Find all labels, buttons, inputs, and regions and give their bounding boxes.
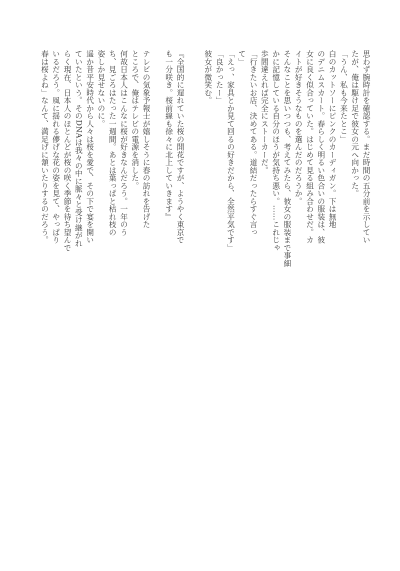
text-line — [28, 50, 39, 315]
text-line: そんなことを思いつつも、考えてみたら、彼女の服装まで事細 — [282, 50, 292, 267]
text-line: 遥か昔平安時代から人々は桜を愛で、その下で宴を開い — [85, 50, 95, 244]
text-line: イトが好きそうなものを選んだのだろうか。 — [294, 50, 304, 205]
text-line: テレビの気象予報士が嬉しそうに春の訪れを告げた — [142, 50, 152, 229]
text-line — [202, 50, 203, 315]
text-line: 歩間違えれば完全にストーカーだ。 — [260, 50, 270, 174]
text-line: 『全国的に遅れていた桜の開花ですが、ようやく東京で — [176, 50, 185, 244]
text-line: ていたという。そのDNAは我々の中に脈々と受け継がれ — [74, 50, 84, 247]
text-line — [152, 50, 163, 315]
text-line: のデニムスカート。春らしく明るい色合いの服装は、彼 — [316, 50, 326, 244]
text-line: たが、俺は駆け足で彼女の元へ向かった。 — [350, 50, 360, 198]
text-line: 白のカットソーにピンクのカーディガン。下は無地 — [328, 50, 338, 229]
text-line: ち、見ごろはたった一週間。あとは葉っぱと枯れ枝の — [108, 50, 118, 236]
text-line: 女に良く似合っていた。はじめて見る組み合わせだ。カ — [305, 50, 315, 244]
text-line: 「えっ、家具とか見て回るの好きだから、全然平気です」 — [226, 50, 236, 252]
text-column-right — [202, 50, 372, 315]
text-line: 「うん、私も今来たとこ」 — [339, 50, 349, 143]
text-column-left — [26, 50, 186, 315]
text-line: 思わず腕時計を確認する。まだ時間の五分前を示してい — [362, 50, 371, 244]
text-line: 姿しか見せないのに。 — [96, 50, 106, 128]
text-line — [26, 50, 28, 315]
text-line: ところで、俺はテレビの電源を消した。 — [130, 50, 140, 190]
text-line: 「良かったー」 — [215, 50, 225, 105]
text-line: も一分咲き。桜前線も徐々に北上していきます』 — [164, 50, 174, 221]
text-line: て」 — [237, 50, 247, 66]
text-line: かに記憶している自分のほうが気持ち悪い。……これじゃ — [271, 50, 281, 252]
text-line: らく現在、日本人のほとんどが桜の咲く季節を待ち望んで — [63, 50, 73, 252]
text-line: 春は桜よね」なんて、満足げに頷いたりするのだろう。 — [40, 50, 50, 244]
text-line: 何故日本人はこんなに桜が好きなんだろう。一年のう — [119, 50, 129, 236]
text-line: 「行きたいお店、決めてある。道結だったらすぐ言っ — [249, 50, 259, 236]
text-line: 彼女が微笑む。 — [203, 50, 213, 105]
text-line: いるだろう。風に揺れる儚げな花の姿を見て、やっぱり — [51, 50, 61, 244]
